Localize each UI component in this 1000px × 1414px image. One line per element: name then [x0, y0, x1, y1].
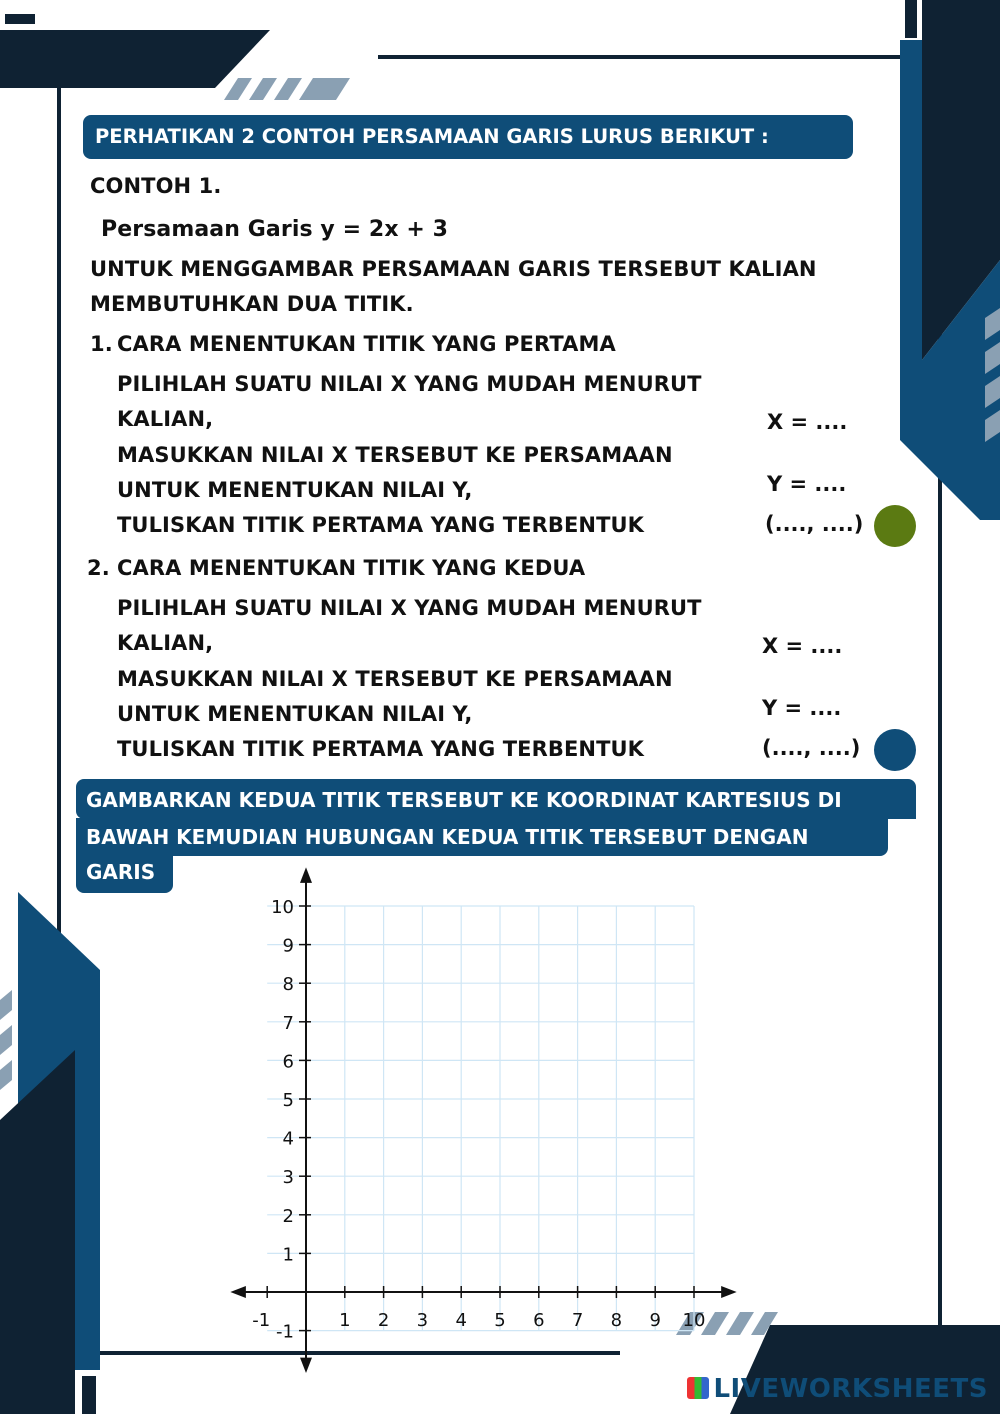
x-tick-label: 6: [533, 1310, 545, 1331]
x-tick-label: 2: [377, 1310, 390, 1331]
step-2-point-blank[interactable]: (...., ....): [762, 736, 861, 760]
step-1-line-3: MASUKKAN NILAI X TERSEBUT KE PERSAMAAN: [117, 443, 673, 467]
step-2-heading: CARA MENENTUKAN TITIK YANG KEDUA: [117, 556, 586, 580]
y-tick-label: 4: [282, 1128, 294, 1150]
y-tick-label: 1: [282, 1244, 294, 1266]
x-tick-label: 5: [494, 1310, 506, 1331]
x-tick-label: 3: [416, 1310, 429, 1331]
step-1-line-1: PILIHLAH SUATU NILAI X YANG MUDAH MENURUT: [117, 372, 702, 396]
step-1-line-2: KALIAN,: [117, 407, 214, 431]
instruction-line-2-box: [76, 818, 888, 856]
x-tick-label: 1: [339, 1310, 351, 1331]
instruction-line-3-box: [76, 855, 173, 893]
step-2-x-blank[interactable]: X = ....: [762, 634, 843, 658]
x-tick-label: 8: [610, 1310, 623, 1331]
brand-text: LIVEWORKSHEETS: [713, 1374, 988, 1404]
equation-text: Persamaan Garis y = 2x + 3: [101, 217, 449, 242]
y-tick-label: -1: [276, 1321, 294, 1343]
step-2-line-5: TULISKAN TITIK PERTAMA YANG TERBENTUK: [117, 737, 645, 761]
intro-line-2: MEMBUTUHKAN DUA TITIK.: [90, 292, 414, 316]
intro-line-1: UNTUK MENGGAMBAR PERSAMAAN GARIS TERSEBUT KALIAN: [90, 257, 817, 281]
y-tick-label: 8: [282, 974, 294, 996]
y-tick-label: 10: [271, 897, 294, 918]
step-1-line-4: UNTUK MENENTUKAN NILAI Y,: [117, 478, 473, 502]
point-1-marker: [874, 505, 916, 547]
y-tick-label: 7: [282, 1012, 294, 1034]
step-1-x-blank[interactable]: X = ....: [767, 410, 848, 434]
liveworksheets-icon: [687, 1377, 709, 1399]
step-2-number: 2.: [87, 556, 110, 580]
y-tick-label: 3: [282, 1167, 294, 1189]
step-1-heading: CARA MENENTUKAN TITIK YANG PERTAMA: [117, 332, 616, 356]
step-1-number: 1.: [90, 332, 113, 356]
instruction-line-3: GARIS: [86, 860, 156, 884]
section-header-text: PERHATIKAN 2 CONTOH PERSAMAAN GARIS LURUS BERIKUT :: [95, 125, 769, 148]
y-tick-label: 6: [282, 1051, 294, 1073]
section-header: [83, 115, 853, 159]
example-label: CONTOH 1.: [90, 174, 222, 198]
step-2-line-3: MASUKKAN NILAI X TERSEBUT KE PERSAMAAN: [117, 667, 673, 691]
step-1-y-blank[interactable]: Y = ....: [767, 472, 847, 496]
step-2-line-2: KALIAN,: [117, 631, 214, 655]
x-tick-label: -1: [252, 1310, 271, 1331]
y-tick-label: 2: [282, 1205, 294, 1227]
x-tick-label: 9: [649, 1310, 661, 1331]
y-tick-label: 5: [282, 1090, 294, 1111]
instruction-line-1: GAMBARKAN KEDUA TITIK TERSEBUT KE KOORDINAT KARTESIUS DI: [86, 788, 842, 812]
x-tick-label: 4: [455, 1310, 467, 1331]
instruction-line-1-box: [76, 779, 916, 819]
x-tick-label: 10: [682, 1310, 706, 1331]
y-tick-label: 9: [282, 935, 294, 957]
liveworksheets-logo: [687, 1374, 988, 1404]
instruction-line-2: BAWAH KEMUDIAN HUBUNGAN KEDUA TITIK TERSEBUT DENGAN: [86, 825, 809, 849]
step-2-y-blank[interactable]: Y = ....: [762, 696, 842, 720]
point-2-marker: [874, 729, 916, 771]
x-tick-label: 7: [571, 1310, 584, 1331]
step-1-line-5: TULISKAN TITIK PERTAMA YANG TERBENTUK: [117, 513, 645, 537]
step-2-line-1: PILIHLAH SUATU NILAI X YANG MUDAH MENURUT: [117, 596, 702, 620]
step-2-line-4: UNTUK MENENTUKAN NILAI Y,: [117, 702, 473, 726]
step-1-point-blank[interactable]: (...., ....): [765, 512, 864, 536]
